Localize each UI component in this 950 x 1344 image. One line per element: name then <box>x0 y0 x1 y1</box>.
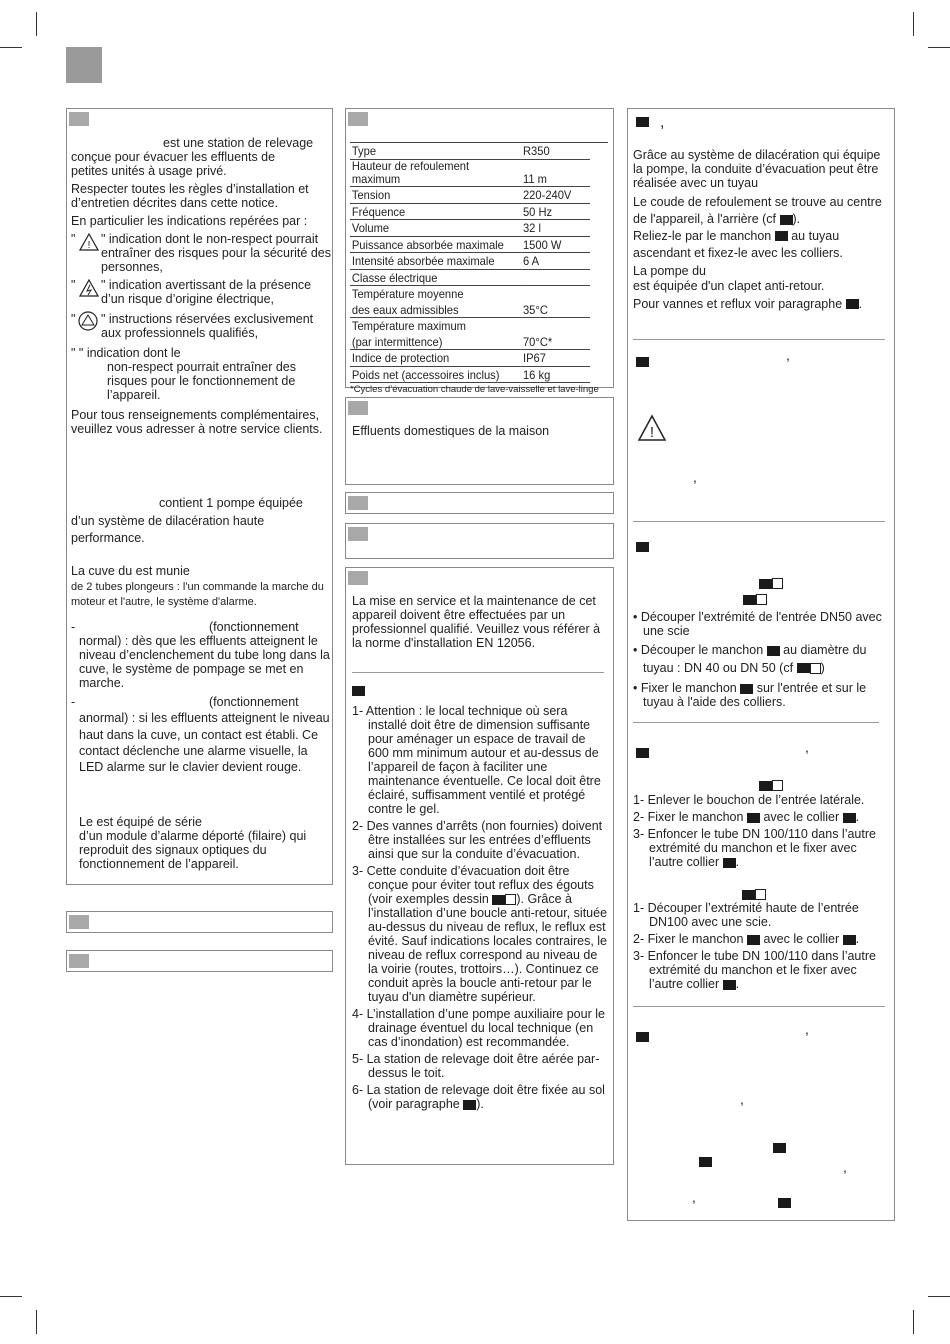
spec-value <box>521 318 590 334</box>
intro-text <box>71 136 333 228</box>
evacuation-text <box>633 148 889 311</box>
crop-mark <box>913 12 914 36</box>
sleeve-ref-marker <box>747 813 760 823</box>
spec-value: R350 <box>521 143 590 159</box>
comma-mark: , <box>693 469 697 485</box>
operation-abnormal: (fonctionnement anormal) : si les effluents atteignent le niveau haut dans la cuve, un contact est établi. Ce contact déclenche une alarme visuelle, la LED alarme sur le clavier devient rouge. <box>79 695 330 774</box>
top-step: 3- Enfoncer le tube DN 100/110 dans l’autre extrémité du manchon et le fixer avec l’autre collier . <box>633 949 876 991</box>
contact-paragraph: Pour tous renseignements complémentaires, veuillez vous adresser à notre service clients. <box>71 408 323 436</box>
collar-ref-marker <box>723 858 736 868</box>
tank-line1: La cuve du est munie <box>71 564 190 578</box>
crop-mark <box>913 1310 914 1334</box>
comma-mark: , <box>843 1159 847 1175</box>
figure-ref-marker <box>742 890 755 900</box>
spec-label: Intensité absorbée maximale <box>350 253 521 270</box>
collar-ref-marker <box>843 813 856 823</box>
section-box <box>345 492 614 514</box>
evacuation-p1: Grâce au système de dilacération qui équipe la pompe, la conduite d’évacuation peut être réalisée avec un tuyau <box>633 148 881 190</box>
spec-row <box>350 187 590 204</box>
spec-row <box>350 269 590 286</box>
section-box <box>345 523 614 559</box>
section-number-marker <box>348 571 368 585</box>
spec-value: 220-240V <box>521 187 590 204</box>
spec-label: Classe électrique <box>350 269 521 286</box>
side-step-text: avec le collier <box>763 810 840 824</box>
figure-ref-box <box>755 889 766 900</box>
crop-mark <box>36 1310 37 1334</box>
section-number-marker <box>348 496 368 510</box>
install-step: 5- La station de relevage doit être aérée par-dessus le toit. <box>352 1052 600 1080</box>
install-step-text: ). <box>476 1097 484 1111</box>
spec-value: 16 kg <box>521 366 590 383</box>
spec-label: des eaux admissibles <box>350 302 521 318</box>
evacuation-p5: Pour vannes et reflux voir paragraphe . <box>633 296 863 311</box>
paragraph-ref-marker <box>463 1100 476 1110</box>
figure-ref-marker <box>797 663 810 673</box>
spec-row <box>350 350 590 367</box>
dn50-step: • Fixer le manchon sur l'entrée et sur le tuyau à l'aide des colliers. <box>633 681 867 709</box>
divider <box>633 521 885 522</box>
side-step: 2- Fixer le manchon avec le collier . <box>633 810 860 824</box>
comma-mark: , <box>692 1189 696 1205</box>
figure-ref <box>759 778 783 792</box>
divider <box>633 722 879 723</box>
figure-ref <box>742 887 766 901</box>
divider <box>352 672 604 673</box>
evacuation-p4-text: La pompe du <box>633 263 706 278</box>
section-number-marker <box>69 954 89 968</box>
spec-row <box>350 236 590 253</box>
spec-label: Type <box>350 143 521 159</box>
install-step-text: ). Grâce à l’installation d’une boucle anti-retour, située au-dessus du niveau de reflux, le reflux est évité. Sauf indications locales contraires, le niveau de reflux correspond au niveau de la voirie (routes, trottoirs…). Continuez ce conduit après la boucle anti-retour par le tuyau d'un diamètre supérieur. <box>368 892 608 1004</box>
pump-line2: d’un système de dilacération haute performance. <box>71 514 265 545</box>
component-ref-marker <box>773 1143 786 1153</box>
side-step-text: 2- Fixer le manchon <box>633 810 744 824</box>
comma-mark: , <box>805 1021 809 1037</box>
spec-footnote: *Cycles d’évacuation chaude de lave-vaisselle et lave-linge <box>350 384 599 396</box>
spec-label: Poids net (accessoires inclus) <box>350 366 521 383</box>
spec-value: 50 Hz <box>521 203 590 220</box>
spec-row <box>350 318 590 334</box>
spec-row <box>350 286 590 302</box>
warning-list: " ! " indication dont le non-respect pourrait entraîner des risques pour la sécurité des personnes, " " indication avertissant de la présence d’un risque d’origine électrique, " " instructions réservées exclusivement aux professionnels qualifiés, " " indication dont le non-respect pourrait entraîner des risques pour le fonctionnement de l’appareil. Pour tous renseignements complémentaires, veuillez vous adresser à notre service clients. <box>71 232 331 436</box>
figure-ref <box>743 592 767 606</box>
sleeve-ref-marker <box>740 684 753 694</box>
usage-section <box>345 397 614 485</box>
figure-ref-box <box>772 578 783 589</box>
warning-important-text: " " indication dont le <box>71 346 181 360</box>
crop-mark <box>0 1296 22 1297</box>
spec-label: (par intermittence) <box>350 334 521 350</box>
spec-label: Température moyenne <box>351 287 464 302</box>
usage-text: Effluents domestiques de la maison <box>352 424 550 438</box>
spec-row <box>350 203 590 220</box>
section-number-marker <box>69 915 89 929</box>
install-step-text: 6- La station de relevage doit être fixée au sol (voir paragraphe <box>352 1083 605 1111</box>
component-ref-marker <box>778 1198 791 1208</box>
subsection-marker <box>636 357 649 367</box>
evacuation-p5-text: Pour vannes et reflux voir paragraphe <box>633 296 843 311</box>
divider <box>633 1006 885 1007</box>
qualified-professional-icon <box>78 311 98 331</box>
side-inlet-steps <box>633 793 889 872</box>
section-box <box>66 950 333 972</box>
component-ref-marker <box>699 1157 712 1167</box>
dn50-step-text: Découper le manchon <box>640 643 764 657</box>
top-inlet-steps <box>633 901 889 994</box>
spec-value: 32 l <box>521 220 590 237</box>
figure-ref-marker <box>759 579 772 589</box>
spec-value: 6 A <box>521 253 590 270</box>
section-number-marker <box>348 401 368 415</box>
dn50-steps <box>633 610 888 713</box>
figure-ref-box <box>772 780 783 791</box>
spec-row <box>350 159 590 187</box>
sleeve-ref-marker <box>767 646 780 656</box>
alarm-module <box>79 815 331 871</box>
spec-table <box>350 143 590 383</box>
dn50-step: • Découper l'extrémité de l'entrée DN50 avec une scie <box>633 610 882 638</box>
figure-ref-marker <box>492 895 505 905</box>
comma-mark: , <box>660 114 665 131</box>
intro-paragraph: Respecter toutes les règles d’installation et d’entretien décrites dans cette notice. <box>71 182 309 210</box>
intro-paragraph: En particulier les indications repérées par : <box>71 214 308 228</box>
sleeve-ref-marker <box>747 935 760 945</box>
tank-line2: de 2 tubes plongeurs : l'un commande la marche du moteur et l'autre, le système d'alarme. <box>71 581 324 609</box>
dn50-step-text: sur l'entrée et sur le tuyau à l'aide des colliers. <box>643 681 867 709</box>
dn50-step-text: ) <box>820 660 825 675</box>
figure-ref-box <box>810 663 821 674</box>
section-number-marker <box>348 112 368 126</box>
spec-label: Température maximum <box>351 319 466 334</box>
intro-line1: est une station de relevage <box>163 136 314 150</box>
section-box <box>66 911 333 933</box>
evacuation-p3 <box>633 228 889 262</box>
comma-mark: , <box>805 739 809 755</box>
evacuation-p3-end: au tuyau ascendant et fixez-le avec les colliers. <box>633 228 843 260</box>
divider <box>633 339 885 340</box>
spec-table-wrap <box>350 142 610 396</box>
figure-ref-marker <box>759 781 772 791</box>
crop-mark <box>36 12 37 36</box>
spec-row <box>350 253 590 270</box>
evacuation-p2-text: Le coude de refoulement se trouve au centre de l'appareil, à l'arrière (cf <box>633 195 882 226</box>
install-step-3 <box>352 864 609 1004</box>
installation-steps <box>352 704 609 1114</box>
top-step: 1- Découper l’extrémité haute de l’entrée DN100 avec une scie. <box>633 901 859 929</box>
spec-row <box>350 220 590 237</box>
spec-label: Hauteur de refoulement maximum <box>350 159 521 187</box>
install-step: 4- L’installation d’une pompe auxiliaire pour le drainage éventuel du local technique (en cas d’inondation) est recommandée. <box>352 1007 605 1049</box>
alarm-line2: d’un module d’alarme déporté (filaire) qui reproduit des signaux optiques du fonctionnement de l’appareil. <box>79 829 307 871</box>
spec-label: Puissance absorbée maximale <box>350 236 521 253</box>
intro-line2: conçue pour évacuer les effluents de <box>71 150 276 164</box>
pump-description <box>71 495 333 546</box>
spec-value: IP67 <box>521 350 590 367</box>
warning-triangle-icon <box>79 233 99 251</box>
spec-row <box>350 143 590 159</box>
warning-electric-text: " indication avertissant de la présence d’un risque d’origine électrique, <box>101 278 312 306</box>
intro-line3: petites unités à usage privé. <box>71 164 227 178</box>
crop-mark <box>928 1296 950 1297</box>
spec-value: 70°C* <box>521 334 590 350</box>
figure-ref-box <box>505 894 516 905</box>
crop-mark <box>928 47 950 48</box>
header-block <box>66 47 102 83</box>
evacuation-p2 <box>633 194 889 228</box>
evacuation-p4-end: est équipée d'un clapet anti-retour. <box>633 279 825 294</box>
top-step-text: 2- Fixer le manchon <box>633 932 744 946</box>
figure-ref-marker <box>780 215 793 225</box>
sleeve-ref-marker <box>775 231 788 241</box>
comma-mark: , <box>786 347 790 363</box>
side-step-text: 3- Enfoncer le tube DN 100/110 dans l’autre extrémité du manchon et le fixer avec l’autre collier <box>633 827 876 869</box>
installation-intro: La mise en service et la maintenance de cet appareil doivent être effectuées par un professionnel qualifié. Veuillez vous référer à la norme d'installation EN 12056. <box>352 594 601 650</box>
pump-line1: contient 1 pompe équipée <box>159 496 303 510</box>
svg-text:!: ! <box>649 424 655 441</box>
spec-value: 35°C <box>521 302 590 318</box>
spec-value: 1500 W <box>521 236 590 253</box>
install-step-text: 3- Cette conduite d’évacuation doit être conçue pour éviter tout reflux des égouts (voir exemples dessin <box>352 864 594 906</box>
warning-safety-text: " indication dont le non-respect pourrait entraîner des risques pour la sécurité des personnes, <box>101 232 331 274</box>
subsection-marker <box>636 117 649 127</box>
collar-ref-marker <box>723 980 736 990</box>
figure-ref-box <box>756 594 767 605</box>
figure-ref <box>759 576 783 590</box>
subsection-marker <box>636 748 649 758</box>
operation-list: - (fonctionnement normal) : dès que les effluents atteignent le niveau d’enclenchement du tube long dans la cuve, le système de pompage se met en marche. - (fonctionnement anormal) : si les effluents atteignent le niveau haut dans la cuve, un contact est établi. Ce contact déclenche une alarme visuelle, la LED alarme sur le clavier devient rouge. <box>71 620 330 774</box>
spec-value <box>521 269 590 286</box>
warning-triangle-icon <box>637 414 667 442</box>
spec-row <box>350 302 590 318</box>
top-step-text: avec le collier <box>763 932 840 946</box>
spec-label: Volume <box>350 220 521 237</box>
figure-ref-marker <box>743 595 756 605</box>
operation-normal: (fonctionnement normal) : dès que les effluents atteignent le niveau d’enclenchement du tube long dans la cuve, le système de pompage se met en marche. <box>79 620 330 690</box>
svg-text:!: ! <box>87 240 91 251</box>
comma-mark: , <box>740 1091 744 1107</box>
tank-description <box>71 564 333 611</box>
install-step: 1- Attention : le local technique où sera installé doit être de dimension suffisante pour aménager un espace de travail de 600 mm minimum autour et au-dessus de l’appareil de façon à faciliter une maintenance éventuelle. Ce local doit être éclairé, suffisamment ventilé et protégé contre le gel. <box>352 704 601 816</box>
warning-pro-text: " instructions réservées exclusivement aux professionnels qualifiés, <box>101 312 314 340</box>
evacuation-p2-end: ). <box>792 211 801 226</box>
dn50-step-text: au diamètre du tuyau : DN 40 ou DN 50 (cf <box>643 643 867 675</box>
spec-label: Tension <box>350 187 521 204</box>
spec-label: Fréquence <box>350 203 521 220</box>
top-step: 2- Fixer le manchon avec le collier . <box>633 932 860 946</box>
side-step: 3- Enfoncer le tube DN 100/110 dans l’autre extrémité du manchon et le fixer avec l’autre collier . <box>633 827 876 869</box>
subsection-marker <box>352 686 365 696</box>
dn50-step-text: Découper l'extrémité de l'entrée DN50 avec une scie <box>640 610 882 638</box>
spec-value: 11 m <box>521 159 590 187</box>
subsection-marker <box>636 542 649 552</box>
crop-mark <box>0 47 22 48</box>
spec-value <box>521 286 590 302</box>
install-step: 2- Des vannes d’arrêts (non fournies) doivent être installées sur les entrées d’effluents ainsi que sur la conduite d’évacuation. <box>352 819 603 861</box>
top-step-text: 3- Enfoncer le tube DN 100/110 dans l’autre extrémité du manchon et le fixer avec l’autre collier <box>633 949 876 991</box>
spec-row <box>350 334 590 350</box>
evacuation-p3-text: Reliez-le par le manchon <box>633 228 772 243</box>
electrical-hazard-icon <box>79 279 99 297</box>
evacuation-p4 <box>633 264 889 295</box>
collar-ref-marker <box>843 935 856 945</box>
subsection-marker <box>636 1032 649 1042</box>
side-step: 1- Enlever le bouchon de l’entrée latérale. <box>633 793 865 807</box>
spec-label: Indice de protection <box>350 350 521 367</box>
alarm-line1: Le est équipé de série <box>79 815 203 829</box>
section-number-marker <box>69 112 89 126</box>
paragraph-ref-marker <box>846 299 859 309</box>
section-number-marker <box>348 527 368 541</box>
warning-important-text-2: non-respect pourrait entraîner des risques pour le fonctionnement de l’appareil. <box>107 360 296 402</box>
dn50-step-text: Fixer le manchon <box>640 681 737 695</box>
spec-row <box>350 366 590 383</box>
install-step-6 <box>352 1083 609 1111</box>
dn50-step: • Découper le manchon au diamètre du tuyau : DN 40 ou DN 50 (cf ) <box>633 643 867 675</box>
